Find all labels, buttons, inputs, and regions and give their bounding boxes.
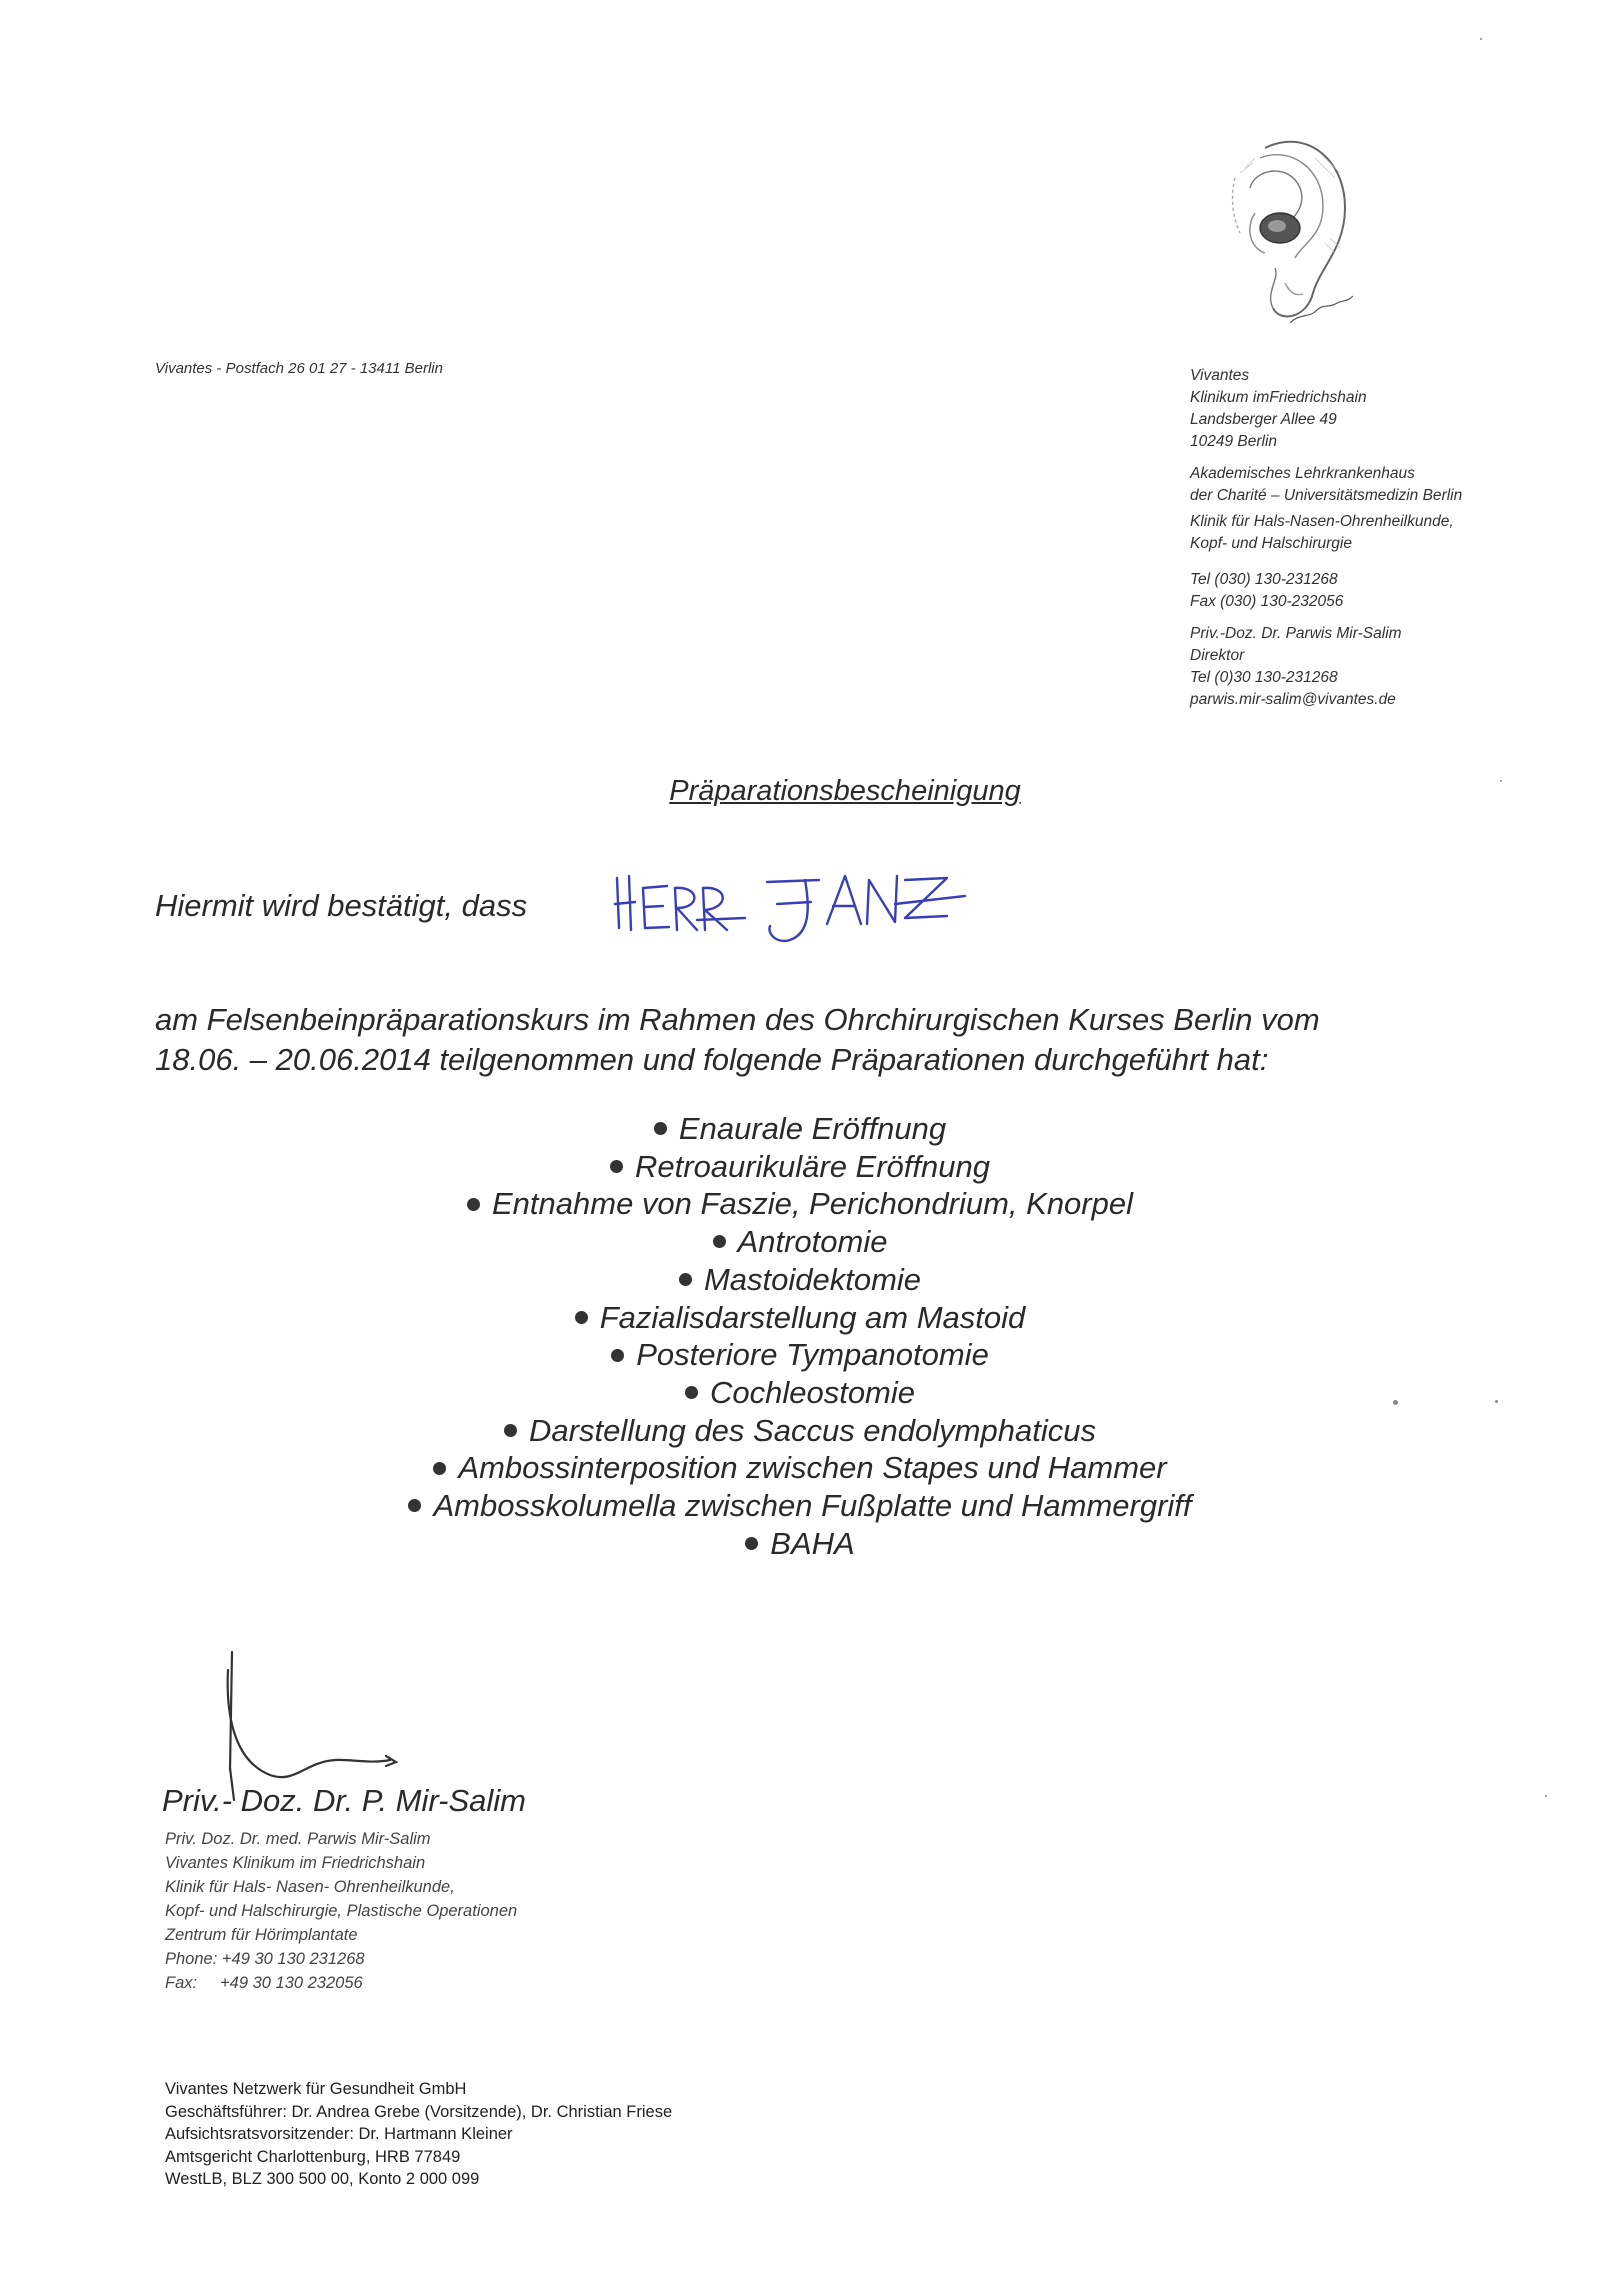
procedure-label: Ambosskolumella zwischen Fußplatte und Hammergriff: [433, 1488, 1192, 1524]
procedure-label: Enaurale Eröffnung: [678, 1111, 947, 1146]
signer-detail-line: Klinik für Hals- Nasen- Ohrenheilkunde,: [165, 1878, 455, 1896]
procedure-item: [0, 1525, 1600, 1563]
footer-line: Aufsichtsratsvorsitzender: Dr. Hartmann Kleiner: [165, 2125, 513, 2143]
procedure-label: Antrotomie: [737, 1224, 888, 1260]
sender-department-line: Klinik für Hals-Nasen-Ohrenheilkunde,: [1190, 513, 1454, 530]
artist-signature: [1290, 296, 1353, 323]
signer-detail-line: Zentrum für Hörimplantate: [165, 1926, 358, 1944]
sender-tel: Tel (030) 130-231268: [1190, 571, 1338, 588]
footer-line: WestLB, BLZ 300 500 00, Konto 2 000 099: [165, 2170, 480, 2188]
sender-affiliation: [1190, 463, 1550, 507]
bullet-icon: [611, 1349, 624, 1362]
scan-speck: [1393, 1400, 1398, 1405]
bullet-icon: [433, 1462, 446, 1475]
signer-detail-line: Vivantes Klinikum im Friedrichshain: [165, 1854, 426, 1872]
procedure-item: [0, 1412, 1600, 1450]
footer-line: Geschäftsführer: Dr. Andrea Grebe (Vorsitzende), Dr. Christian Friese: [165, 2102, 673, 2121]
bullet-icon: [685, 1386, 698, 1399]
bullet-icon: [713, 1235, 726, 1248]
director-line: Priv.-Doz. Dr. Parwis Mir-Salim: [1190, 625, 1402, 642]
scan-speck: [1495, 1400, 1498, 1403]
procedure-item: [0, 1299, 1600, 1337]
procedure-label: Mastoidektomie: [703, 1261, 922, 1297]
signer-detail-line: Priv. Doz. Dr. med. Parwis Mir-Salim: [165, 1830, 431, 1848]
sender-address-line: 10249 Berlin: [1190, 433, 1278, 450]
signer-fax: Fax: +49 30 130 232056: [165, 1974, 363, 1992]
sender-affiliation-line: Akademisches Lehrkrankenhaus: [1190, 465, 1415, 482]
procedure-list: [0, 1110, 1600, 1562]
procedure-label: Retroaurikuläre Eröffnung: [635, 1148, 990, 1184]
bullet-icon: [745, 1537, 758, 1550]
bullet-icon: [467, 1198, 480, 1211]
body-line: am Felsenbeinpräparationskurs im Rahmen des Ohrchirurgischen Kurses Berlin vom: [155, 1002, 1320, 1037]
procedure-label: BAHA: [770, 1525, 855, 1561]
procedure-item: [0, 1374, 1600, 1412]
footer-line: Amtsgericht Charlottenburg, HRB 77849: [165, 2147, 461, 2166]
procedure-label: Fazialisdarstellung am Mastoid: [599, 1299, 1026, 1335]
bullet-icon: [679, 1273, 692, 1286]
procedure-item: [0, 1185, 1600, 1223]
scan-speck: [1545, 1795, 1547, 1797]
sender-address: [1190, 365, 1550, 453]
procedure-item: [0, 1261, 1600, 1299]
footer-line: Vivantes Netzwerk für Gesundheit GmbH: [165, 2080, 467, 2098]
signer-detail-line: Kopf- und Halschirurgie, Plastische Operationen: [165, 1902, 518, 1920]
procedure-label: Darstellung des Saccus endolymphaticus: [529, 1412, 1096, 1448]
body-text: [155, 1000, 1455, 1080]
director-line: Tel (0)30 130-231268: [1190, 669, 1338, 686]
company-footer: [165, 2078, 672, 2191]
bullet-icon: [504, 1424, 517, 1437]
director-email: parwis.mir-salim@vivantes.de: [1190, 691, 1396, 708]
sender-fax: Fax (030) 130-232056: [1190, 593, 1344, 610]
sender-contact: [1190, 569, 1550, 613]
sender-affiliation-line: der Charité – Universitätsmedizin Berlin: [1190, 487, 1463, 504]
sender-department-line: Kopf- und Halschirurgie: [1190, 535, 1352, 552]
confirmation-prefix: Hiermit wird bestätigt, dass: [155, 888, 528, 923]
bullet-icon: [575, 1311, 588, 1324]
sender-address-line: Vivantes: [1190, 367, 1250, 384]
procedure-label: Posteriore Tympanotomie: [636, 1337, 989, 1373]
procedure-item: [0, 1223, 1600, 1261]
procedure-item: [0, 1449, 1600, 1487]
return-address: Vivantes - Postfach 26 01 27 - 13411 Berlin: [155, 360, 443, 377]
signer-details: [165, 1827, 517, 1995]
bullet-icon: [654, 1122, 667, 1135]
procedure-label: Entnahme von Faszie, Perichondrium, Knorpel: [492, 1186, 1133, 1222]
procedure-label: Cochleostomie: [709, 1374, 916, 1410]
sender-address-line: Klinikum imFriedrichshain: [1190, 389, 1367, 406]
bullet-icon: [610, 1160, 623, 1173]
sender-address-line: Landsberger Allee 49: [1190, 411, 1337, 428]
procedure-item: [0, 1487, 1600, 1525]
body-line: 18.06. – 20.06.2014 teilgenommen und folgende Präparationen durchgeführt hat:: [155, 1042, 1269, 1077]
director-line: Direktor: [1190, 647, 1245, 664]
handwritten-name: [605, 858, 1075, 958]
sender-department: [1190, 511, 1550, 555]
ear-icon: [1195, 118, 1365, 338]
procedure-label: Ambossinterposition zwischen Stapes und Hammer: [458, 1450, 1167, 1486]
sender-director: [1190, 623, 1550, 711]
procedure-item: [0, 1110, 1600, 1148]
signer-phone: Phone: +49 30 130 231268: [165, 1950, 365, 1968]
bullet-icon: [408, 1499, 421, 1512]
procedure-item: [0, 1336, 1600, 1374]
signer-name: Priv.- Doz. Dr. P. Mir-Salim: [162, 1783, 526, 1818]
sender-block: [1190, 365, 1550, 721]
scan-speck: [1500, 780, 1502, 782]
procedure-item: [0, 1148, 1600, 1186]
document-title: Präparationsbescheinigung: [669, 775, 1021, 807]
scan-speck: [1480, 38, 1482, 40]
